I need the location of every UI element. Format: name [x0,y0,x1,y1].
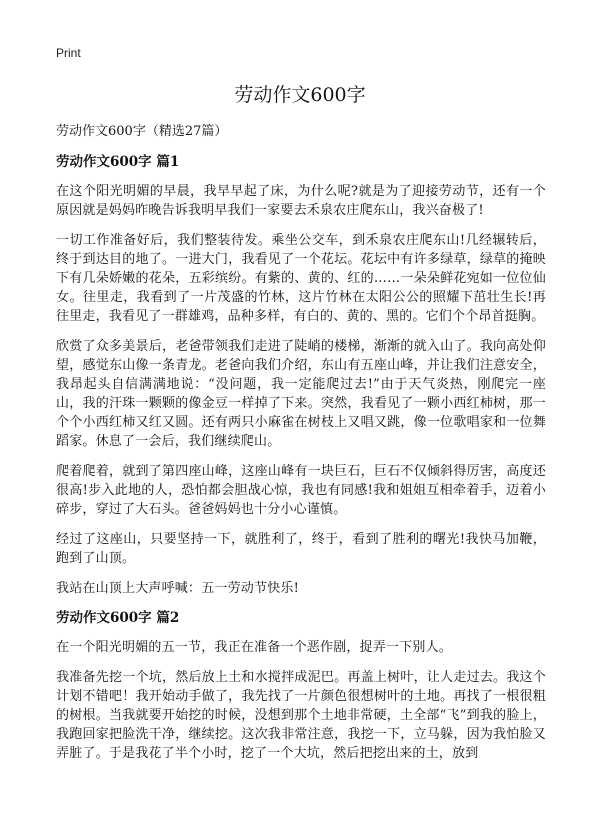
paragraph: 爬着爬着，就到了第四座山峰，这座山峰有一块巨石，巨石不仅倾斜得厉害，高度还很高!步入此地的人，恐怕都会胆战心惊，我也有同感!我和姐姐互相牵着手，迈着小碎步，穿过了大石头。爸爸妈妈也十分小心谨慎。 [56,464,546,517]
paragraph: 一切工作准备好后，我们整装待发。乘坐公交车，到禾泉农庄爬东山!几经辗转后，终于到达目的地了。一进大门，我看见了一个花坛。花坛中有许多绿草，绿草的掩映下有几朵娇嫩的花朵，五彩缤纷。有紫的、黄的、红的……一朵朵鲜花宛如一位位仙女。往里走，我看到了一片茂盛的竹林，这片竹林在太阳公公的照耀下茁壮生长!再往里走，我看见了一群雄鸡，品种多样，有白的、黄的、黑的。它们个个昂首挺胸。 [56,233,546,324]
paragraph: 欣赏了众多美景后，老爸带领我们走进了陡峭的楼梯，渐渐的就入山了。我向高处仰望，感觉东山像一条青龙。老爸向我们介绍，东山有五座山峰，并让我们注意安全，我昂起头自信满满地说：“没问题，我一定能爬过去!”由于天气炎热，刚爬完一座山，我的汗珠一颗颗的像金豆一样掉了下来。突然，我看见了一颗小西红柿树，那一个个小西红柿又红又圆。还有两只小麻雀在树枝上又唱又跳，像一位歌唱家和一位舞蹈家。休息了一会后，我们继续爬山。 [56,339,546,449]
paragraph: 我准备先挖一个坑，然后放上土和水搅拌成泥巴。再盖上树叶，让人走过去。我这个计划不错吧！我开始动手做了，我先找了一片颜色很想树叶的土地。再找了一根很粗的树根。当我就要开始挖的时候，没想到那个土地非常硬，土全部“飞”到我的脸上，我跑回家把脸洗干净，继续挖。这次我非常注意，我挖一下，立马躲，因为我怕脸又弄脏了。于是我花了半个小时，挖了一个大坑，然后把挖出来的土，放到 [56,670,546,761]
document-title: 劳动作文600字 [234,84,366,106]
article-subtitle: 劳动作文600字（精选27篇） [56,124,228,139]
paragraph: 在这个阳光明媚的早晨，我早早起了床，为什么呢?就是为了迎接劳动节，还有一个原因就是妈妈昨晚告诉我明早我们一家要去禾泉农庄爬东山，我兴奋极了! [56,184,546,218]
paragraph: 经过了这座山，只要坚持一下，就胜利了，终于，看到了胜利的曙光!我快马加鞭，跑到了山顶。 [56,532,546,566]
paragraph: 在一个阳光明媚的五一节，我正在准备一个恶作剧，捉弄一下别人。 [56,640,453,655]
print-link[interactable]: Print [56,46,81,60]
section-heading-1: 劳动作文600字 篇1 [56,154,180,170]
article-body [56,122,546,774]
paragraph: 我站在山顶上大声呼喊：五一劳动节快乐! [56,581,300,596]
section-heading-2: 劳动作文600字 篇2 [56,610,180,626]
